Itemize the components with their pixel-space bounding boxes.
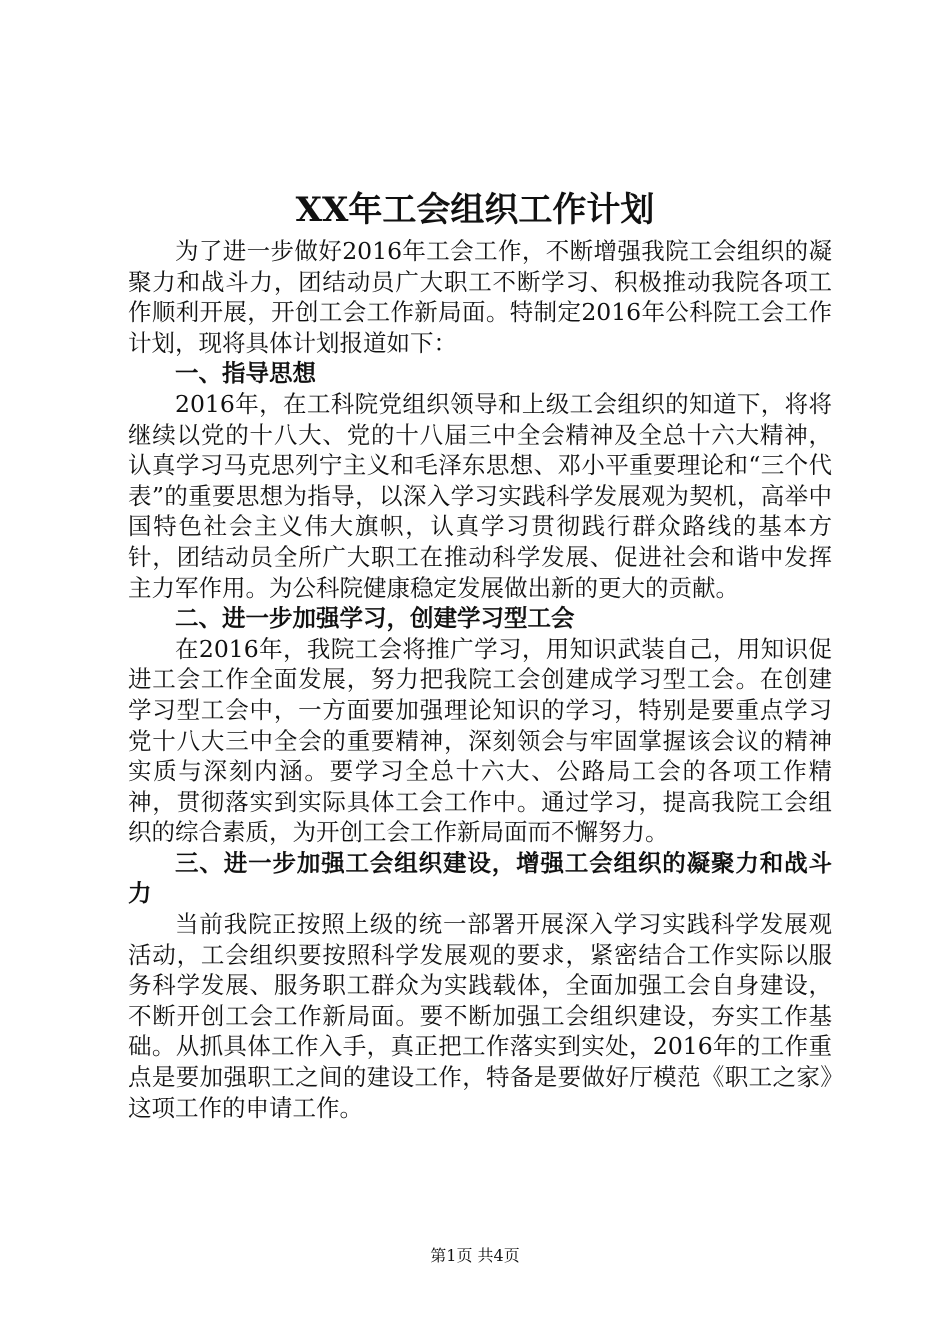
- intro-paragraph: 为了进一步做好2016年工会工作，不断增强我院工会组织的凝聚力和战斗力，团结动员广大职工不断学习、积极推动我院各项工作顺利开展，开创工会工作新局面。特制定2016年公科院工会工作计划，现将具体计划报道如下：: [128, 237, 832, 357]
- organization-paragraph: 当前我院正按照上级的统一部署开展深入学习实践科学发展观活动，工会组织要按照科学发展观的要求，紧密结合工作实际以服务科学发展、服务职工群众为实践载体，全面加强工会自身建设，不断开创工会工作新局面。要不断加强工会组织建设，夯实工作基础。从抓具体工作入手，真正把工作落实到实处，2016年的工作重点是要加强职工之间的建设工作，特备是要做好厅模范《职工之家》这项工作的申请工作。: [128, 910, 832, 1122]
- section-heading-guiding-ideology: 一、指导思想: [175, 359, 316, 388]
- document-title: XX年工会组织工作计划: [295, 190, 655, 230]
- guiding-ideology-paragraph: 2016年，在工科院党组织领导和上级工会组织的知道下，将将继续以党的十八大、党的十八届三中全会精神及全总十六大精神，认真学习马克思列宁主义和毛泽东思想、邓小平重要理论和“三个代表”的重要思想为指导，以深入学习实践科学发展观为契机，高举中国特色社会主义伟大旗帜，认真学习贯彻践行群众路线的基本方针，团结动员全所广大职工在推动科学发展、促进社会和谐中发挥主力军作用。为公科院健康稳定发展做出新的更大的贡献。: [128, 389, 832, 602]
- learning-paragraph: 在2016年，我院工会将推广学习，用知识武装自己，用知识促进工会工作全面发展，努力把我院工会创建成学习型工会。在创建学习型工会中，一方面要加强理论知识的学习，特别是要重点学习党十八大三中全会的重要精神，深刻领会与牢固掌握该会议的精神实质与深刻内涵。要学习全总十六大、公路局工会的各项工作精神，贯彻落实到实际具体工会工作中。通过学习，提高我院工会组织的综合素质，为开创工会工作新局面而不懈努力。: [128, 634, 832, 847]
- section-heading-learning: 二、进一步加强学习，创建学习型工会: [175, 604, 575, 633]
- section-heading-organization: 三、进一步加强工会组织建设，增强工会组织的凝聚力和战斗力: [128, 848, 832, 908]
- page-number-footer: 第1页 共4页: [430, 1246, 520, 1265]
- document-body: [128, 236, 832, 1123]
